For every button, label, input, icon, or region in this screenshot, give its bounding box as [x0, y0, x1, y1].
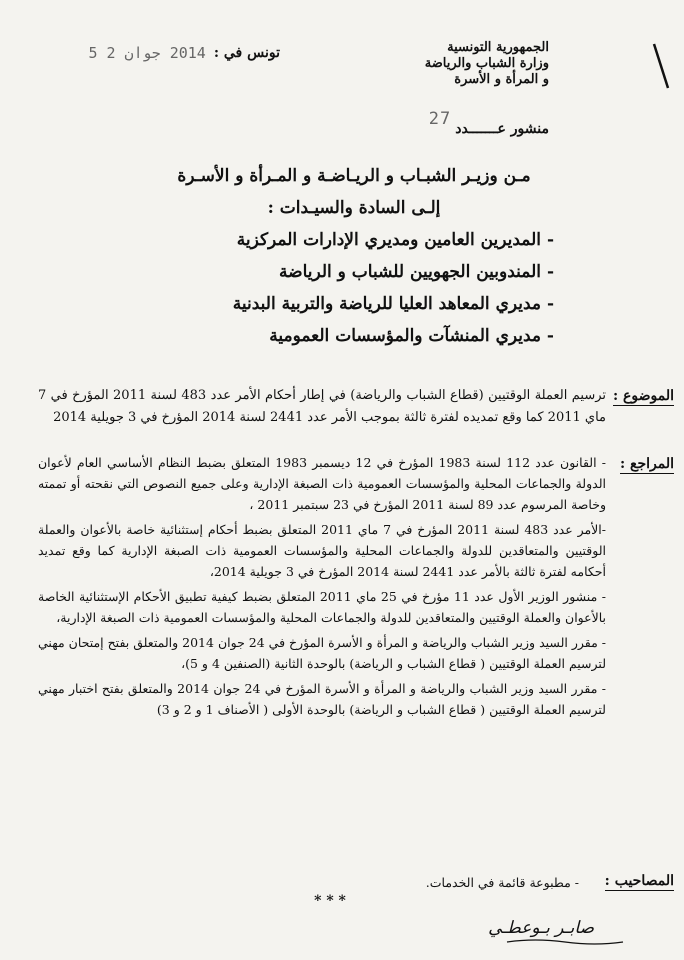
subject-text: ترسيم العملة الوقتيين (قطاع الشباب والرياضة) في إطار أحكام الأمر عدد 483 لسنة 2011 المؤرخ في 7 ماي 2011 كما وقع تمديده لفترة ثالثة بموجب الأمر عدد 2441 لسنة 2014 المؤرخ في 3 جويلية 2014	[38, 388, 606, 425]
separator-stars: * * *	[314, 893, 346, 909]
attachments-label: المصاحيب :	[604, 873, 674, 889]
recipient-1: - المديرين العامين ومديري الإدارات المركزية	[236, 230, 554, 250]
reference-item-5: - مقرر السيد وزير الشباب والرياضة و المرأة و الأسرة المؤرخ في 24 جوان 2014 والمتعلق بفتح اختبار مهني لترسيم العملة الوقتيين ( قطاع الشباب و الرياضة) بالوحدة الأولى ( الأصناف 1 و 2 و 3)	[38, 681, 607, 717]
signature: صابـر بـوعطـي	[488, 918, 594, 938]
city-label: تونس في :	[213, 45, 280, 61]
attachments-text: - مطبوعة قائمة في الخدمات.	[425, 875, 579, 890]
circular-label: منشور عـــــــدد	[455, 121, 549, 137]
recipient-3: - مديري المعاهد العليا للرياضة والتربية البدنية	[232, 294, 554, 314]
corner-mark	[652, 42, 672, 92]
reference-item-1: - القانون عدد 112 لسنة 1983 المؤرخ في 12 ديسمبر 1983 المتعلق بضبط النظام الأساسي العام لأعوان الدولة والجماعات المحلية والمؤسسات العمومية ذات الصبغة الإدارية وعلى جميع النصوص التي نقحته أو تممته وخاصة المرسوم عدد 89 لسنة 2011 المؤرخ في 23 سبتمبر 2011 ،	[38, 455, 606, 512]
address-to: إلـى السادة والسيـدات :	[267, 198, 441, 218]
date-line	[40, 44, 280, 62]
address-block	[124, 160, 584, 352]
subject-label: الموضوع :	[613, 388, 674, 404]
address-from: مـن وزيـر الشبـاب و الريـاضـة و المـرأة و الأسـرة	[177, 166, 531, 186]
signature-underline	[505, 938, 625, 946]
recipient-2: - المندوبين الجهويين للشباب و الرياضة	[279, 262, 554, 282]
ministry-header	[349, 40, 549, 88]
circular-number: 27	[428, 109, 452, 129]
references-label: المراجع :	[619, 456, 674, 472]
reference-item-2: -الأمر عدد 483 لسنة 2011 المؤرخ في 7 ماي 2011 المتعلق بضبط أحكام إستثنائية خاصة بالأعوان والعملة الوقتيين والمتعاقدين للدولة والجماعات المحلية والمؤسسات العمومية ذات الصبغة الإدارية كما وقع تمديد أحكامه لفترة ثالثة بالأمر عدد 2441 لسنة 2014 المؤرخ في 3 جويلية 2014،	[38, 522, 606, 579]
reference-item-4: - مقرر السيد وزير الشباب والرياضة و المرأة و الأسرة المؤرخ في 24 جوان 2014 والمتعلق بفتح إمتحان مهني لترسيم العملة الوقتيين ( قطاع الشباب و الرياضة) بالوحدة الثانية (الصنفين 4 و 5)،	[38, 635, 606, 671]
ministry-line-1: الجمهورية التونسية	[447, 40, 549, 55]
date-stamp: 2014 جوان 2 5	[88, 44, 206, 62]
recipient-4: - مديري المنشآت والمؤسسات العمومية	[269, 326, 554, 346]
reference-item-3: - منشور الوزير الأول عدد 11 مؤرخ في 25 ماي 2011 المتعلق بضبط كيفية تطبيق الأحكام الإستثنائية الخاصة بالأعوان والعملة الوقتيين والمتعاقدين للدولة والجماعات المحلية والمؤسسات العمومية ذات الصبغة الإدارية،	[38, 589, 606, 625]
references-list	[38, 452, 606, 720]
ministry-line-2: وزارة الشباب والرياضة	[424, 56, 549, 71]
circular-number-line	[428, 109, 549, 137]
ministry-line-3: و المرأة و الأسرة	[454, 72, 549, 87]
